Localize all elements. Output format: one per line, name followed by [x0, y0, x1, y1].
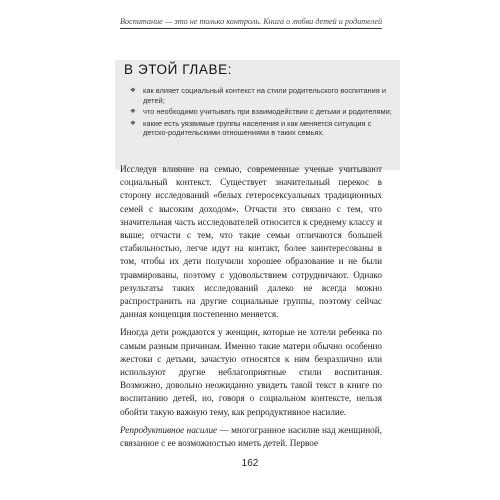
- diamond-bullet-icon: ❖: [130, 87, 136, 94]
- term-reproductive-violence: Репродуктивное насилие: [120, 424, 218, 435]
- diamond-bullet-icon: ❖: [130, 108, 136, 116]
- running-header: Воспитание — это не только контроль. Книга о любви детей и родителей: [120, 17, 382, 29]
- list-item-text: что необходимо учитывать при взаимодействии с детьми и родителями;: [143, 107, 392, 117]
- paragraph-3-text: — многогранное насилие над женщиной, связанное с ее возможностью иметь детей. Первое: [120, 424, 382, 449]
- list-item-text: как влияет социальный контекст на стили родительского воспитания и детей;: [143, 86, 386, 105]
- paragraph-1: Исследуя влияние на семью, современные ученые учитывают социальный контекст. Существует значительный перекос в сторону исследований «белых гетеросексуальных традиционных семей с высоким доходом». Отчасти это связано с тем, что значительная часть исследователей относится к среднему классу и выше; отчасти с тем, что такие семьи отличаются большей стабильностью, легче идут на контакт, более заинтересованы в том, чтобы их дети получили хорошее образование и не были травмированы, поэтому с удовольствием сотрудничают. Однако результаты таких исследований далеко не всегда можно распространить на другие социальные группы, поэтому сейчас данная концепция постепенно меняется.: [120, 164, 382, 320]
- list-item: [130, 119, 392, 138]
- paragraph-3: [120, 424, 382, 450]
- list-item: [130, 86, 392, 105]
- paragraph-2: Иногда дети рождаются у женщин, которые не хотели ребенка по самым разным причинам. Именно такие матери обычно особенно жестоки с детьми, зачастую относятся к ним безразлично или используют другие неблагоприятные стили воспитания. Возможно, довольно неожиданно увидеть такой текст в книге по воспитанию детей, но, говоря о социальном контексте, нельзя обойти такую важную тему, как репродуктивное насилие.: [120, 327, 382, 417]
- chapter-summary-title: В ЭТОЙ ГЛАВЕ:: [124, 62, 233, 77]
- chapter-summary-list: [130, 86, 392, 140]
- main-text: [120, 163, 382, 450]
- diamond-bullet-icon: ❖: [130, 119, 136, 127]
- list-item-text: какие есть уязвимые группы населения и как меняется ситуация с детско-родительскими отношениями в таких семьях.: [143, 118, 372, 138]
- list-item: [130, 107, 392, 117]
- page-number: 162: [241, 458, 259, 469]
